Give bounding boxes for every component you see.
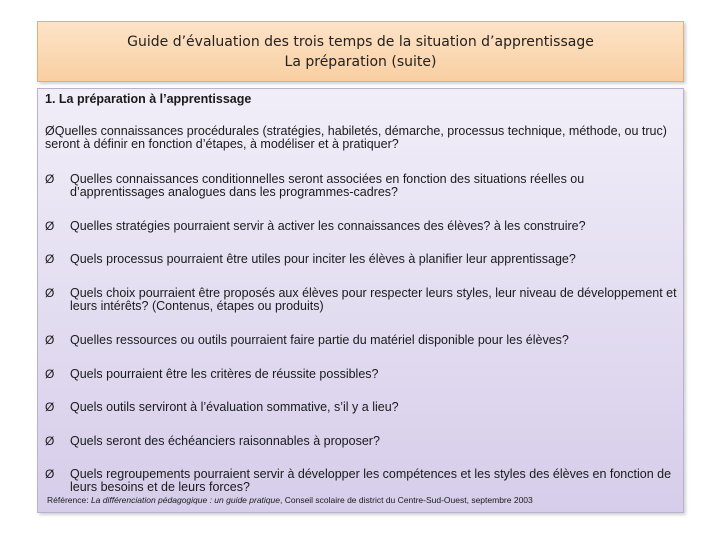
arrow-bullet-icon: Ø — [45, 434, 55, 448]
list-item-text: Quelles connaissances conditionnelles seront associées en fonction des situations réelles ou d’apprentissages analogues dans les programmes-cadres? — [70, 172, 585, 199]
reference-label: Référence: — [47, 495, 91, 505]
slide-title-box — [37, 21, 684, 82]
arrow-bullet-icon: Ø — [45, 467, 55, 481]
slide-title: Guide d’évaluation des trois temps de la situation d’apprentissage — [127, 33, 594, 50]
list-item-text: Quelles ressources ou outils pourraient faire partie du matériel disponible pour les élèves? — [70, 333, 569, 347]
intro-question — [45, 125, 675, 151]
list-item-text: Quels processus pourraient être utiles pour inciter les élèves à planifier leur apprentissage? — [70, 252, 576, 266]
reference-title: La différenciation pédagogique : un guide pratique — [90, 495, 280, 505]
arrow-bullet-icon: Ø — [45, 400, 55, 414]
arrow-bullet-icon: Ø — [45, 172, 55, 186]
list-item-text: Quels choix pourraient être proposés aux élèves pour respecter leurs styles, leur niveau de développement et leurs intérêts? (Contenus, étapes ou produits) — [70, 286, 677, 313]
arrow-bullet-icon: Ø — [45, 367, 55, 381]
arrow-bullet-icon: Ø — [45, 219, 55, 233]
reference-source: , Conseil scolaire de district du Centre-Sud-Ouest, septembre 2003 — [280, 495, 533, 505]
list-item-text: Quelles stratégies pourraient servir à activer les connaissances des élèves? à les construire? — [70, 219, 586, 233]
section-title: 1. La préparation à l’apprentissage — [45, 92, 252, 106]
slide-subtitle: La préparation (suite) — [284, 53, 437, 70]
list-item-text: Quels pourraient être les critères de réussite possibles? — [70, 367, 379, 381]
intro-text: Quelles connaissances procédurales (stratégies, habiletés, démarche, processus technique, méthode, ou truc) seront à définir en fonction d’étapes, à modéliser et à pratiquer? — [45, 124, 667, 151]
arrow-bullet-icon: Ø — [45, 333, 55, 347]
arrow-bullet-icon: Ø — [45, 286, 55, 300]
arrow-bullet-icon: Ø — [45, 252, 55, 266]
list-item-text: Quels outils serviront à l’évaluation sommative, s’il y a lieu? — [70, 400, 399, 414]
reference-note — [47, 495, 533, 505]
arrow-bullet-icon: Ø — [45, 124, 55, 138]
list-item-text: Quels seront des échéanciers raisonnables à proposer? — [70, 434, 380, 448]
list-item-text: Quels regroupements pourraient servir à développer les compétences et les styles des élèves en fonction de leurs besoins et de leurs forces? — [70, 467, 672, 494]
content-box — [37, 88, 684, 513]
